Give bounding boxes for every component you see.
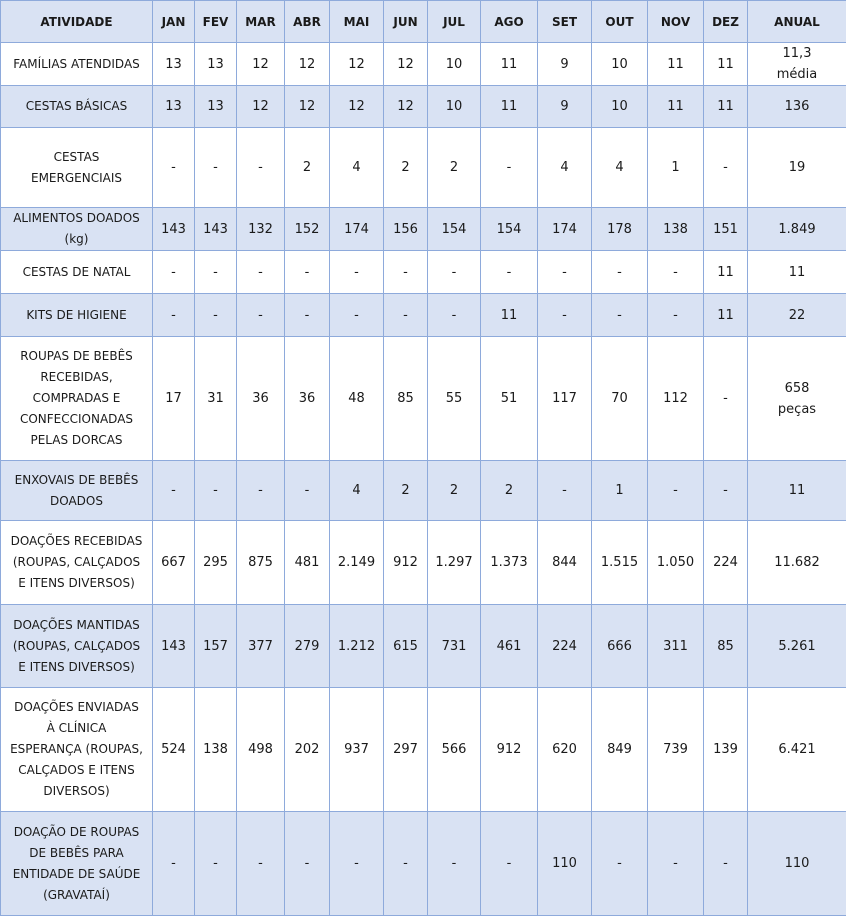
month-cell: 36 — [285, 337, 330, 461]
row-label: ROUPAS DE BEBÊS RECEBIDAS, COMPRADAS E CONFECCIONADAS PELAS DORCAS — [1, 337, 153, 461]
month-cell: - — [592, 251, 648, 294]
row-label: CESTAS BÁSICAS — [1, 86, 153, 128]
month-cell: 51 — [481, 337, 538, 461]
month-cell: 2 — [481, 461, 538, 521]
annual-cell: 658 peças — [748, 337, 846, 461]
month-cell: 11 — [481, 43, 538, 86]
month-cell: - — [648, 461, 704, 521]
month-cell: 2.149 — [330, 521, 384, 605]
month-cell: - — [237, 251, 285, 294]
month-cell: 461 — [481, 605, 538, 688]
month-cell: 297 — [384, 688, 428, 812]
month-cell: - — [648, 251, 704, 294]
month-cell: - — [195, 461, 237, 521]
header-dez: DEZ — [704, 1, 748, 43]
month-cell: - — [237, 812, 285, 916]
month-cell: 1.297 — [428, 521, 481, 605]
month-cell: 2 — [428, 128, 481, 208]
month-cell: - — [237, 461, 285, 521]
month-cell: 139 — [704, 688, 748, 812]
table-body — [1, 43, 846, 916]
table-row — [1, 43, 846, 86]
month-cell: 11 — [704, 43, 748, 86]
month-cell: 1.515 — [592, 521, 648, 605]
table-row — [1, 86, 846, 128]
month-cell: - — [384, 294, 428, 337]
month-cell: - — [384, 251, 428, 294]
month-cell: - — [153, 294, 195, 337]
month-cell: - — [153, 461, 195, 521]
row-label: FAMÍLIAS ATENDIDAS — [1, 43, 153, 86]
month-cell: 849 — [592, 688, 648, 812]
month-cell: 481 — [285, 521, 330, 605]
month-cell: 132 — [237, 208, 285, 251]
month-cell: - — [195, 251, 237, 294]
month-cell: 2 — [428, 461, 481, 521]
month-cell: 11 — [648, 86, 704, 128]
table-row — [1, 208, 846, 251]
month-cell: - — [285, 461, 330, 521]
month-cell: 912 — [384, 521, 428, 605]
month-cell: 311 — [648, 605, 704, 688]
row-label: ENXOVAIS DE BEBÊS DOADOS — [1, 461, 153, 521]
month-cell: - — [704, 337, 748, 461]
month-cell: 295 — [195, 521, 237, 605]
month-cell: - — [481, 128, 538, 208]
month-cell: - — [428, 812, 481, 916]
month-cell: 17 — [153, 337, 195, 461]
month-cell: 844 — [538, 521, 592, 605]
month-cell: 117 — [538, 337, 592, 461]
month-cell: 12 — [384, 43, 428, 86]
month-cell: 110 — [538, 812, 592, 916]
month-cell: 13 — [195, 43, 237, 86]
header-fev: FEV — [195, 1, 237, 43]
annual-cell: 5.261 — [748, 605, 846, 688]
header-anual: ANUAL — [748, 1, 846, 43]
month-cell: 615 — [384, 605, 428, 688]
month-cell: - — [648, 294, 704, 337]
month-cell: 112 — [648, 337, 704, 461]
month-cell: 12 — [237, 43, 285, 86]
month-cell: - — [330, 294, 384, 337]
annual-cell: 110 — [748, 812, 846, 916]
month-cell: 498 — [237, 688, 285, 812]
month-cell: 1.373 — [481, 521, 538, 605]
month-cell: - — [538, 461, 592, 521]
month-cell: - — [428, 251, 481, 294]
month-cell: 154 — [481, 208, 538, 251]
month-cell: 1 — [648, 128, 704, 208]
month-cell: - — [592, 294, 648, 337]
annual-cell: 11 — [748, 461, 846, 521]
header-abr: ABR — [285, 1, 330, 43]
row-label: DOAÇÕES RECEBIDAS (ROUPAS, CALÇADOS E ITENS DIVERSOS) — [1, 521, 153, 605]
month-cell: 31 — [195, 337, 237, 461]
month-cell: 279 — [285, 605, 330, 688]
row-label: ALIMENTOS DOADOS (kg) — [1, 208, 153, 251]
month-cell: 154 — [428, 208, 481, 251]
header-nov: NOV — [648, 1, 704, 43]
month-cell: - — [538, 251, 592, 294]
month-cell: 143 — [153, 605, 195, 688]
month-cell: - — [704, 461, 748, 521]
month-cell: 2 — [384, 128, 428, 208]
annual-cell: 11.682 — [748, 521, 846, 605]
header-row — [1, 1, 846, 43]
month-cell: 224 — [704, 521, 748, 605]
month-cell: - — [153, 251, 195, 294]
month-cell: 12 — [237, 86, 285, 128]
header-jan: JAN — [153, 1, 195, 43]
month-cell: 11 — [704, 294, 748, 337]
header-set: SET — [538, 1, 592, 43]
month-cell: 55 — [428, 337, 481, 461]
month-cell: 138 — [195, 688, 237, 812]
annual-cell: 19 — [748, 128, 846, 208]
month-cell: 143 — [153, 208, 195, 251]
month-cell: - — [704, 812, 748, 916]
month-cell: 157 — [195, 605, 237, 688]
month-cell: 739 — [648, 688, 704, 812]
month-cell: 666 — [592, 605, 648, 688]
annual-cell: 22 — [748, 294, 846, 337]
month-cell: 1 — [592, 461, 648, 521]
row-label: CESTAS EMERGENCIAIS — [1, 128, 153, 208]
month-cell: 12 — [285, 43, 330, 86]
month-cell: 12 — [330, 43, 384, 86]
month-cell: 10 — [592, 43, 648, 86]
header-out: OUT — [592, 1, 648, 43]
month-cell: 667 — [153, 521, 195, 605]
month-cell: - — [195, 812, 237, 916]
month-cell: 731 — [428, 605, 481, 688]
month-cell: 85 — [384, 337, 428, 461]
table-row — [1, 461, 846, 521]
header-jul: JUL — [428, 1, 481, 43]
month-cell: 152 — [285, 208, 330, 251]
month-cell: 620 — [538, 688, 592, 812]
month-cell: - — [428, 294, 481, 337]
table-row — [1, 337, 846, 461]
header-atividade: ATIVIDADE — [1, 1, 153, 43]
header-ago: AGO — [481, 1, 538, 43]
month-cell: - — [195, 294, 237, 337]
table-row — [1, 128, 846, 208]
month-cell: 10 — [428, 86, 481, 128]
table-row — [1, 521, 846, 605]
month-cell: - — [384, 812, 428, 916]
month-cell: 156 — [384, 208, 428, 251]
month-cell: 4 — [592, 128, 648, 208]
month-cell: 875 — [237, 521, 285, 605]
month-cell: 2 — [384, 461, 428, 521]
month-cell: 143 — [195, 208, 237, 251]
month-cell: - — [330, 812, 384, 916]
row-label: DOAÇÕES MANTIDAS (ROUPAS, CALÇADOS E ITENS DIVERSOS) — [1, 605, 153, 688]
month-cell: - — [285, 812, 330, 916]
month-cell: 12 — [285, 86, 330, 128]
month-cell: 151 — [704, 208, 748, 251]
month-cell: 12 — [384, 86, 428, 128]
month-cell: - — [481, 251, 538, 294]
annual-cell: 6.421 — [748, 688, 846, 812]
month-cell: 174 — [538, 208, 592, 251]
month-cell: - — [237, 128, 285, 208]
month-cell: 10 — [592, 86, 648, 128]
month-cell: 566 — [428, 688, 481, 812]
month-cell: 1.050 — [648, 521, 704, 605]
month-cell: - — [285, 294, 330, 337]
annual-cell: 11,3 média — [748, 43, 846, 86]
month-cell: 4 — [330, 461, 384, 521]
month-cell: 377 — [237, 605, 285, 688]
month-cell: 48 — [330, 337, 384, 461]
month-cell: 70 — [592, 337, 648, 461]
month-cell: 11 — [704, 251, 748, 294]
month-cell: 4 — [538, 128, 592, 208]
month-cell: - — [648, 812, 704, 916]
month-cell: 36 — [237, 337, 285, 461]
month-cell: 85 — [704, 605, 748, 688]
month-cell: - — [592, 812, 648, 916]
month-cell: 178 — [592, 208, 648, 251]
month-cell: 11 — [704, 86, 748, 128]
annual-cell: 11 — [748, 251, 846, 294]
row-label: DOAÇÃO DE ROUPAS DE BEBÊS PARA ENTIDADE DE SAÚDE (GRAVATAÍ) — [1, 812, 153, 916]
month-cell: 2 — [285, 128, 330, 208]
month-cell: 138 — [648, 208, 704, 251]
table-row — [1, 294, 846, 337]
annual-cell: 1.849 — [748, 208, 846, 251]
month-cell: 11 — [648, 43, 704, 86]
month-cell: 224 — [538, 605, 592, 688]
month-cell: 13 — [195, 86, 237, 128]
row-label: CESTAS DE NATAL — [1, 251, 153, 294]
header-jun: JUN — [384, 1, 428, 43]
month-cell: 11 — [481, 86, 538, 128]
month-cell: 10 — [428, 43, 481, 86]
row-label: KITS DE HIGIENE — [1, 294, 153, 337]
row-label: DOAÇÕES ENVIADAS À CLÍNICA ESPERANÇA (ROUPAS, CALÇADOS E ITENS DIVERSOS) — [1, 688, 153, 812]
month-cell: 13 — [153, 43, 195, 86]
month-cell: - — [538, 294, 592, 337]
table-row — [1, 251, 846, 294]
month-cell: 12 — [330, 86, 384, 128]
month-cell: - — [704, 128, 748, 208]
month-cell: - — [330, 251, 384, 294]
table-row — [1, 605, 846, 688]
month-cell: 524 — [153, 688, 195, 812]
month-cell: 202 — [285, 688, 330, 812]
month-cell: - — [481, 812, 538, 916]
month-cell: 4 — [330, 128, 384, 208]
month-cell: - — [285, 251, 330, 294]
month-cell: - — [237, 294, 285, 337]
month-cell: 9 — [538, 86, 592, 128]
month-cell: - — [153, 812, 195, 916]
table-row — [1, 688, 846, 812]
annual-cell: 136 — [748, 86, 846, 128]
month-cell: 937 — [330, 688, 384, 812]
month-cell: - — [153, 128, 195, 208]
month-cell: 11 — [481, 294, 538, 337]
header-mai: MAI — [330, 1, 384, 43]
month-cell: 912 — [481, 688, 538, 812]
month-cell: 13 — [153, 86, 195, 128]
header-mar: MAR — [237, 1, 285, 43]
month-cell: 1.212 — [330, 605, 384, 688]
month-cell: - — [195, 128, 237, 208]
month-cell: 9 — [538, 43, 592, 86]
table-row — [1, 812, 846, 916]
month-cell: 174 — [330, 208, 384, 251]
